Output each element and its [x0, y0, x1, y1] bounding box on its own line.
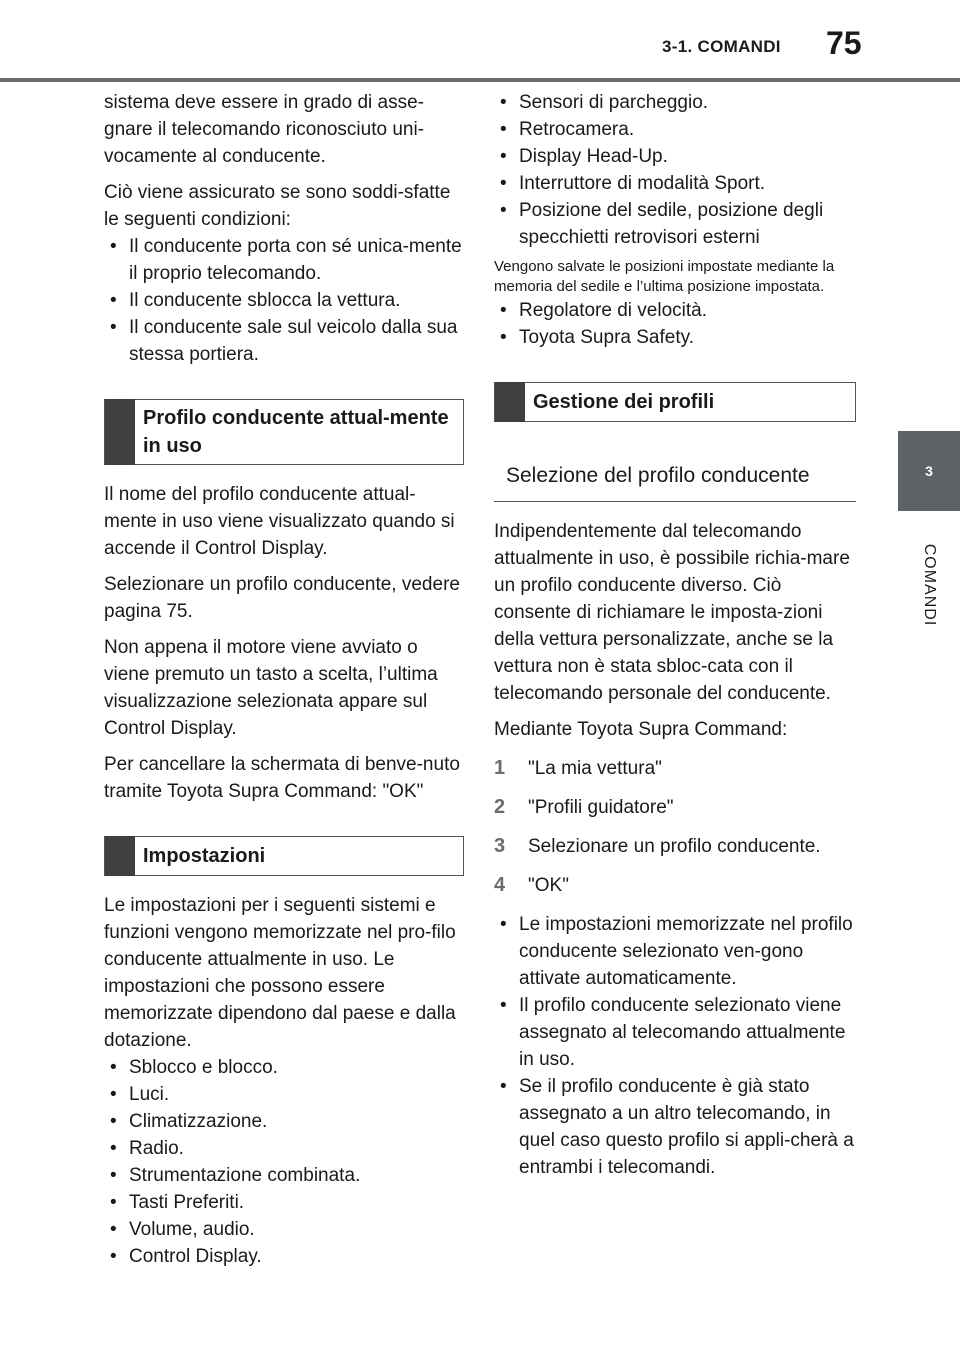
list-item: • Il conducente porta con sé unica-mente il proprio telecomando. — [104, 233, 464, 287]
section-heading — [104, 836, 464, 876]
paragraph: Indipendentemente dal telecomando attualmente in uso, è possibile richia-mare un profilo conducente diverso. Ciò consente di richiamare le imposta-zioni della vettura personalizzate, anche se la vettura non è stata sbloc-cata con il telecomando personale del conducente. — [494, 521, 850, 704]
right-column — [494, 89, 856, 1190]
list-item: • Volume, audio. — [104, 1216, 464, 1243]
steps-list — [494, 755, 856, 899]
step-number: 4 — [494, 874, 506, 896]
settings-list-continued-2 — [494, 297, 856, 351]
list-item: • Regolatore di velocità. — [494, 297, 856, 324]
section-header: 3-1. COMANDI — [662, 37, 781, 56]
section-heading-bar — [495, 382, 525, 422]
list-item: • Climatizzazione. — [104, 1108, 464, 1135]
step-item — [494, 755, 856, 782]
chapter-label: COMANDI — [921, 543, 938, 627]
list-item: • Sensori di parcheggio. — [494, 89, 856, 116]
list-item: • Toyota Supra Safety. — [494, 324, 856, 351]
list-item: • Interruttore di modalità Sport. — [494, 170, 856, 197]
memory-note: Vengono salvate le posizioni impostate mediante la memoria del sedile e l’ultima posizione impostata. — [494, 258, 835, 295]
step-text: "La mia vettura" — [528, 758, 662, 779]
paragraph: sistema deve essere in grado di asse-gnare il telecomando riconosciuto uni-vocamente al conducente. — [104, 92, 425, 167]
step-text: "Profili guidatore" — [528, 797, 674, 818]
list-item: • Se il profilo conducente è già stato assegnato a un altro telecomando, in quel caso questo profilo si appli-cherà a entrambi i telecomandi. — [494, 1073, 856, 1181]
list-item: • Radio. — [104, 1135, 464, 1162]
chapter-tab: 3 — [898, 431, 960, 511]
section-heading-title: Impostazioni — [143, 845, 266, 867]
paragraph: Selezionare un profilo conducente, vedere pagina 75. — [104, 574, 460, 622]
section-heading — [104, 399, 464, 465]
list-item: • Il conducente sale sul veicolo dalla sua stessa portiera. — [104, 314, 464, 368]
page-number: 75 — [826, 25, 862, 61]
list-item: • Strumentazione combinata. — [104, 1162, 464, 1189]
subsection-heading: Selezione del profilo conducente — [494, 454, 856, 502]
list-item: • Sblocco e blocco. — [104, 1054, 464, 1081]
step-item — [494, 794, 856, 821]
step-number: 1 — [494, 757, 506, 779]
paragraph: Non appena il motore viene avviato o viene premuto un tasto a scelta, l’ultima visualizzazione selezionata appare sul Control Display. — [104, 637, 438, 739]
left-column — [104, 89, 464, 1279]
settings-list — [104, 1054, 464, 1270]
list-item: • Retrocamera. — [494, 116, 856, 143]
list-item: • Control Display. — [104, 1243, 464, 1270]
paragraph: Il nome del profilo conducente attual-mente in uso viene visualizzato quando si accende il Control Display. — [104, 484, 455, 559]
section-heading-title: Gestione dei profili — [533, 391, 715, 413]
list-item: • Tasti Preferiti. — [104, 1189, 464, 1216]
section-heading — [494, 382, 856, 422]
section-heading-bar — [105, 399, 135, 465]
list-item: • Le impostazioni memorizzate nel profilo conducente selezionato ven-gono attivate automaticamente. — [494, 911, 856, 992]
paragraph: Mediante Toyota Supra Command: — [494, 719, 788, 740]
section-heading-bar — [105, 836, 135, 876]
list-item: • Display Head-Up. — [494, 143, 856, 170]
list-item: • Luci. — [104, 1081, 464, 1108]
list-item: • Il profilo conducente selezionato viene assegnato al telecomando attualmente in uso. — [494, 992, 856, 1073]
section-heading-title: Profilo conducente attual-mente in uso — [143, 407, 449, 457]
header-divider — [0, 78, 960, 82]
settings-list-continued — [494, 89, 856, 251]
paragraph: Ciò viene assicurato se sono soddi-sfatte le seguenti condizioni: — [104, 182, 451, 230]
step-number: 3 — [494, 835, 506, 857]
step-text: Selezionare un profilo conducente. — [528, 836, 821, 857]
conditions-list — [104, 233, 464, 368]
step-item — [494, 872, 856, 899]
notes-list — [494, 911, 856, 1181]
step-item — [494, 833, 856, 860]
list-item: • Posizione del sedile, posizione degli specchietti retrovisori esterni — [494, 197, 856, 251]
paragraph: Per cancellare la schermata di benve-nuto tramite Toyota Supra Command: "OK" — [104, 754, 460, 802]
list-item: • Il conducente sblocca la vettura. — [104, 287, 464, 314]
paragraph: Le impostazioni per i seguenti sistemi e funzioni vengono memorizzate nel pro-filo conducente attualmente in uso. Le impostazioni che possono essere memorizzate dipendono dal paese e dalla dotazione. — [104, 895, 456, 1051]
step-text: "OK" — [528, 875, 569, 896]
step-number: 2 — [494, 796, 506, 818]
